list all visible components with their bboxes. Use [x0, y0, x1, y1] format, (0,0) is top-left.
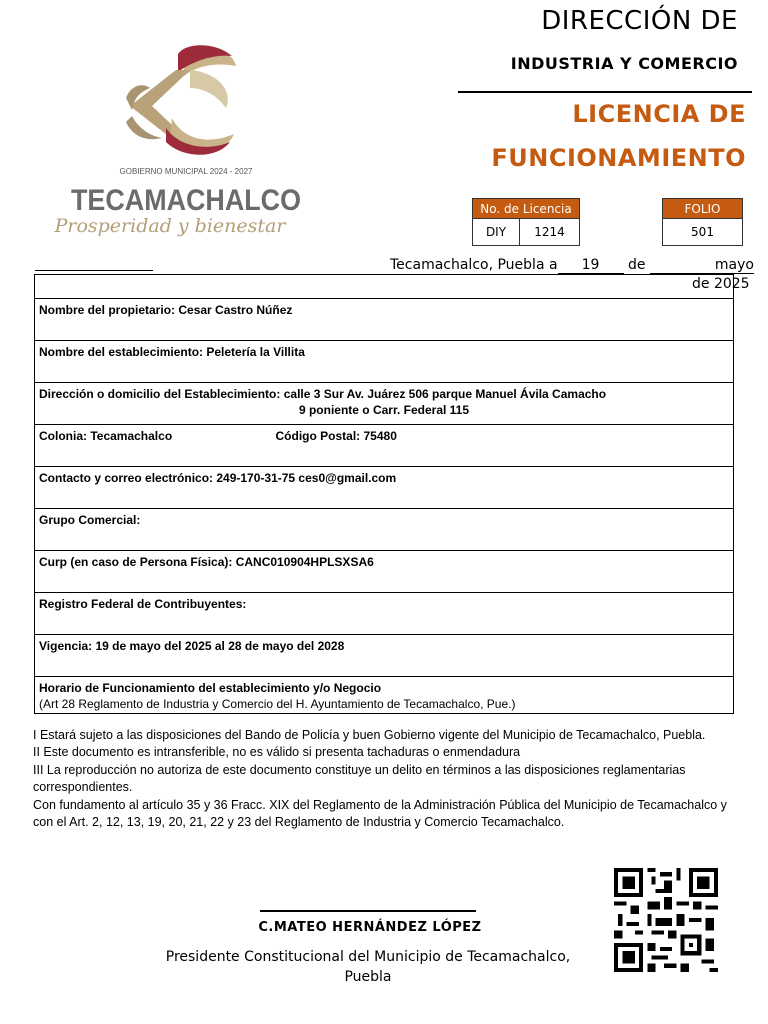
- form-row-colonia: [35, 425, 733, 467]
- form-row-owner: [35, 299, 733, 341]
- date-month: mayo: [650, 258, 754, 274]
- form-row-establishment: [35, 341, 733, 383]
- license-code: DIY: [473, 219, 520, 246]
- folio-label: FOLIO: [663, 199, 743, 219]
- form-row-blank: [35, 275, 733, 299]
- address-field-line1: Dirección o domicilio del Establecimiento: calle 3 Sur Av. Juárez 506 parque Manuel Ávila Camacho: [39, 387, 607, 401]
- signatory-title: Presidente Constitucional del Municipio de Tecamachalco, Puebla: [165, 949, 571, 985]
- header-licencia-line1: LICENCIA DE: [572, 100, 746, 128]
- colonia-field: Colonia: Tecamachalco: [39, 429, 173, 443]
- schedule-field: Horario de Funcionamiento del establecimiento y/o Negocio: [39, 681, 382, 695]
- date-day: 19: [558, 258, 624, 274]
- form-row-curp: [35, 551, 733, 593]
- postal-code-field: Código Postal: 75480: [275, 429, 397, 443]
- header-area: INDUSTRIA Y COMERCIO: [510, 54, 738, 73]
- license-form: [34, 274, 734, 714]
- address-field-line2: 9 poniente o Carr. Federal 115: [298, 403, 470, 417]
- form-row-rfc: [35, 593, 733, 635]
- folio-number: 501: [663, 219, 743, 246]
- establishment-field: Nombre del establecimiento: Peletería la Villita: [39, 345, 305, 359]
- header-divider: [458, 91, 752, 93]
- form-row-validity: [35, 635, 733, 677]
- rfc-field: Registro Federal de Contribuyentes:: [39, 597, 247, 611]
- header-direccion: DIRECCIÓN DE: [541, 6, 738, 36]
- signature-rule: [260, 910, 476, 912]
- qr-code: [614, 868, 718, 972]
- note-item: Con fundamento al artículo 35 y 36 Fracc. XIX del Reglamento de la Administración Pública del Municipio de Tecamachalco y con el Art. 2, 12, 13, 19, 20, 21, 22 y 23 del Reglamento de Industria y Comercio Tecamachalco.: [33, 797, 727, 830]
- note-item: III La reproducción no autoriza de este documento constituye un delito en términos a las disposiciones reglamentarias correspondientes.: [33, 762, 686, 795]
- form-row-group: [35, 509, 733, 551]
- folio-box: [662, 198, 743, 246]
- schedule-note: (Art 28 Reglamento de Industria y Comercio del H. Ayuntamiento de Tecamachalco, Pue.): [39, 697, 516, 711]
- note-item: II Este documento es intransferible, no es válido si presenta tachaduras o enmendadura: [33, 745, 521, 760]
- note-item: I Estará sujeto a las disposiciones del Bando de Policía y buen Gobierno vigente del Municipio de Tecamachalco, Puebla.: [33, 728, 706, 742]
- date-year-fragment: de 2025: [692, 276, 750, 292]
- form-row-contact: [35, 467, 733, 509]
- license-number: 1214: [520, 219, 580, 246]
- date-left-rule: [35, 270, 153, 271]
- validity-field: Vigencia: 19 de mayo del 2025 al 28 de mayo del 2028: [39, 639, 345, 653]
- signatory-name: C.MATEO HERNÁNDEZ LÓPEZ: [258, 920, 482, 935]
- logo-emblem: [126, 45, 236, 155]
- date-de: de: [628, 257, 646, 273]
- logo-gobierno-text: GOBIERNO MUNICIPAL 2024 - 2027: [119, 167, 253, 176]
- form-row-schedule: [35, 677, 733, 713]
- group-field: Grupo Comercial:: [39, 513, 141, 527]
- legal-notes: [33, 727, 743, 831]
- owner-field: Nombre del propietario: Cesar Castro Núñez: [39, 303, 293, 317]
- form-row-address: [35, 383, 733, 425]
- contact-field: Contacto y correo electrónico: 249-170-31-75 ces0@gmail.com: [39, 471, 397, 485]
- curp-field: Curp (en caso de Persona Física): CANC010904HPLSXSA6: [39, 555, 374, 569]
- municipal-logo: [54, 42, 306, 242]
- logo-name-text: TECAMACHALCO: [71, 184, 301, 217]
- license-number-box: [472, 198, 580, 246]
- date-place: Tecamachalco, Puebla a: [390, 257, 558, 273]
- license-number-label: No. de Licencia: [473, 199, 580, 219]
- header-licencia-line2: FUNCIONAMIENTO: [491, 144, 746, 172]
- logo-slogan-text: Prosperidad y bienestar: [54, 215, 286, 237]
